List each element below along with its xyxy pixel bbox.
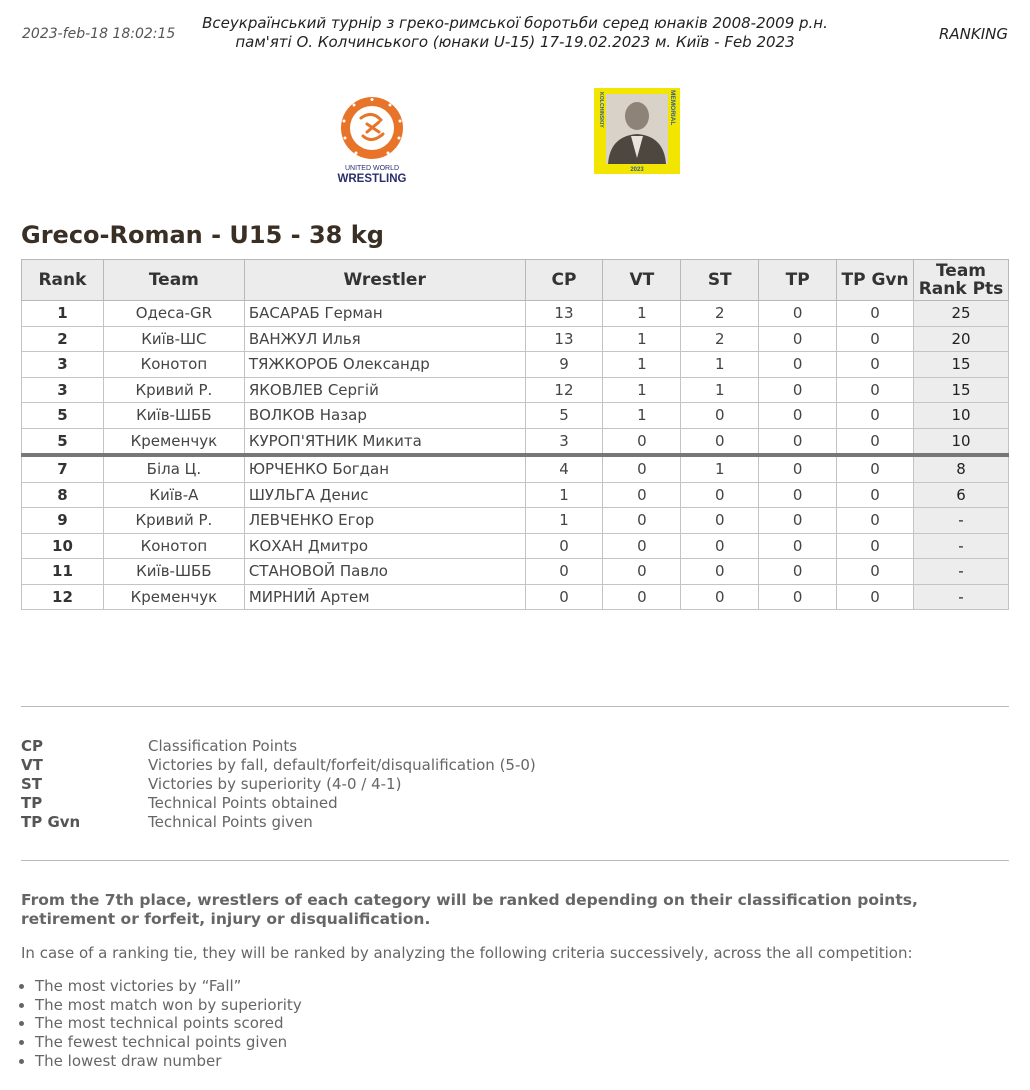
table-row: [22, 584, 1009, 610]
st-cell: 1: [681, 455, 759, 482]
tp-gvn-cell: 0: [837, 508, 914, 534]
tp-cell: 0: [759, 455, 837, 482]
team-cell: Біла Ц.: [103, 455, 244, 482]
legend-key: VT: [21, 756, 43, 774]
legend-desc: Victories by superiority (4-0 / 4-1): [148, 775, 402, 793]
list-item: • The most technical points scored: [35, 1014, 302, 1033]
cp-cell: 1: [525, 482, 603, 508]
st-cell: 2: [681, 326, 759, 352]
cp-cell: 5: [525, 403, 603, 429]
cp-cell: 0: [525, 559, 603, 585]
cp-cell: 13: [525, 301, 603, 327]
col-team: Team: [103, 260, 244, 301]
tp-gvn-cell: 0: [837, 533, 914, 559]
cp-cell: 13: [525, 326, 603, 352]
tp-cell: 0: [759, 482, 837, 508]
col-st: ST: [681, 260, 759, 301]
legend-item: [21, 756, 536, 775]
tp-gvn-cell: 0: [837, 559, 914, 585]
rank-cell: 9: [22, 508, 104, 534]
legend-desc: Classification Points: [148, 737, 298, 755]
svg-text:2023: 2023: [630, 167, 644, 173]
wrestler-cell: МИРНИЙ Артем: [244, 584, 525, 610]
table-row: [22, 508, 1009, 534]
united-world-wrestling-logo: [335, 96, 410, 188]
team-cell: Кривий Р.: [103, 377, 244, 403]
rank-cell: 3: [22, 352, 104, 378]
wrestler-cell: КУРОП'ЯТНИК Микита: [244, 428, 525, 455]
tp-cell: 0: [759, 301, 837, 327]
team-pts-cell: 15: [914, 377, 1009, 403]
st-cell: 0: [681, 428, 759, 455]
wrestler-cell: КОХАН Дмитро: [244, 533, 525, 559]
st-cell: 0: [681, 482, 759, 508]
table-row: [22, 533, 1009, 559]
col-vt: VT: [603, 260, 681, 301]
tp-gvn-cell: 0: [837, 377, 914, 403]
col-team-rank-pts-line1: Team: [935, 261, 987, 281]
st-cell: 1: [681, 352, 759, 378]
wrestler-cell: ВАНЖУЛ Илья: [244, 326, 525, 352]
team-pts-cell: 10: [914, 403, 1009, 429]
wrestler-cell: ЛЕВЧЕНКО Егор: [244, 508, 525, 534]
legend: [21, 737, 536, 832]
rank-cell: 5: [22, 428, 104, 455]
vt-cell: 1: [603, 326, 681, 352]
kolchinskiy-memorial-logo: [594, 88, 680, 174]
list-item: • The most victories by “Fall”: [35, 977, 302, 996]
cp-cell: 9: [525, 352, 603, 378]
legend-item: [21, 775, 536, 794]
rank-cell: 7: [22, 455, 104, 482]
team-pts-cell: 15: [914, 352, 1009, 378]
wrestler-cell: СТАНОВОЙ Павло: [244, 559, 525, 585]
table-row: [22, 482, 1009, 508]
team-cell: Одеса-GR: [103, 301, 244, 327]
tournament-title-line1: Всеукраїнський турнір з греко-римської боротьби серед юнаків 2008-2009 р.н.: [202, 14, 828, 32]
team-pts-cell: -: [914, 508, 1009, 534]
rank-cell: 2: [22, 326, 104, 352]
team-cell: Кривий Р.: [103, 508, 244, 534]
team-cell: Київ-ШС: [103, 326, 244, 352]
table-header-row: [22, 260, 1009, 301]
divider: [21, 860, 1009, 861]
report-date: 2023-feb-18 18:02:15: [22, 26, 176, 42]
vt-cell: 0: [603, 533, 681, 559]
cp-cell: 3: [525, 428, 603, 455]
tp-gvn-cell: 0: [837, 326, 914, 352]
table-row: [22, 352, 1009, 378]
tp-gvn-cell: 0: [837, 455, 914, 482]
tp-cell: 0: [759, 326, 837, 352]
tp-gvn-cell: 0: [837, 584, 914, 610]
ranking-rule-note: From the 7th place, wrestlers of each category will be ranked depending on their classification points, retirement or forfeit, injury or disqualification.: [21, 891, 918, 928]
team-pts-cell: 8: [914, 455, 1009, 482]
rank-cell: 5: [22, 403, 104, 429]
tp-cell: 0: [759, 403, 837, 429]
vt-cell: 1: [603, 403, 681, 429]
tie-criteria-list: [17, 977, 302, 1071]
table-row: [22, 326, 1009, 352]
legend-key: ST: [21, 775, 43, 793]
table-row: [22, 455, 1009, 482]
tp-cell: 0: [759, 584, 837, 610]
tp-gvn-cell: 0: [837, 403, 914, 429]
table-row: [22, 377, 1009, 403]
tp-gvn-cell: 0: [837, 301, 914, 327]
ranking-table: [21, 259, 1009, 610]
cp-cell: 0: [525, 533, 603, 559]
st-cell: 1: [681, 377, 759, 403]
team-pts-cell: 10: [914, 428, 1009, 455]
st-cell: 0: [681, 584, 759, 610]
divider: [21, 706, 1009, 707]
wrestler-cell: ЮРЧЕНКО Богдан: [244, 455, 525, 482]
rank-cell: 10: [22, 533, 104, 559]
rank-cell: 8: [22, 482, 104, 508]
col-team-rank-pts: [914, 260, 1009, 301]
tp-cell: 0: [759, 377, 837, 403]
cp-cell: 4: [525, 455, 603, 482]
table-row: [22, 559, 1009, 585]
st-cell: 0: [681, 559, 759, 585]
team-pts-cell: 25: [914, 301, 1009, 327]
legend-item: [21, 794, 536, 813]
svg-text:WRESTLING: WRESTLING: [337, 173, 407, 185]
team-cell: Конотоп: [103, 533, 244, 559]
legend-item: [21, 737, 536, 756]
team-pts-cell: 6: [914, 482, 1009, 508]
legend-desc: Victories by fall, default/forfeit/disqualification (5-0): [148, 756, 536, 774]
legend-desc: Technical Points obtained: [148, 794, 338, 812]
legend-key: TP: [21, 794, 43, 812]
team-pts-cell: -: [914, 559, 1009, 585]
tp-gvn-cell: 0: [837, 428, 914, 455]
team-cell: Київ-ШББ: [103, 403, 244, 429]
wrestler-cell: ШУЛЬГА Денис: [244, 482, 525, 508]
rank-cell: 3: [22, 377, 104, 403]
tp-cell: 0: [759, 533, 837, 559]
tp-cell: 0: [759, 352, 837, 378]
cp-cell: 12: [525, 377, 603, 403]
page-title: Greco-Roman - U15 - 38 kg: [21, 221, 384, 249]
table-row: [22, 428, 1009, 455]
tournament-title: [170, 14, 860, 52]
team-cell: Конотоп: [103, 352, 244, 378]
svg-text:MEMORIAL: MEMORIAL: [669, 90, 676, 126]
legend-key: TP Gvn: [21, 813, 81, 831]
wrestler-cell: ТЯЖКОРОБ Олександр: [244, 352, 525, 378]
tp-gvn-cell: 0: [837, 352, 914, 378]
vt-cell: 0: [603, 559, 681, 585]
col-tp: TP: [759, 260, 837, 301]
vt-cell: 1: [603, 377, 681, 403]
table-row: [22, 403, 1009, 429]
tp-cell: 0: [759, 559, 837, 585]
list-item: • The most match won by superiority: [35, 996, 302, 1015]
st-cell: 0: [681, 508, 759, 534]
team-cell: Київ-А: [103, 482, 244, 508]
legend-desc: Technical Points given: [148, 813, 313, 831]
vt-cell: 0: [603, 584, 681, 610]
list-item: • The lowest draw number: [35, 1052, 302, 1071]
vt-cell: 0: [603, 508, 681, 534]
st-cell: 0: [681, 403, 759, 429]
team-pts-cell: -: [914, 533, 1009, 559]
tie-rule-note: In case of a ranking tie, they will be ranked by analyzing the following criteria successively, across the all competition:: [21, 944, 913, 962]
col-wrestler: Wrestler: [244, 260, 525, 301]
table-row: [22, 301, 1009, 327]
vt-cell: 0: [603, 482, 681, 508]
col-rank: Rank: [22, 260, 104, 301]
tp-cell: 0: [759, 428, 837, 455]
tournament-title-line2: пам'яті О. Колчинського (юнаки U-15) 17-19.02.2023 м. Київ - Feb 2023: [235, 33, 795, 51]
tp-cell: 0: [759, 508, 837, 534]
legend-item: [21, 813, 536, 832]
cp-cell: 0: [525, 584, 603, 610]
rank-cell: 12: [22, 584, 104, 610]
st-cell: 0: [681, 533, 759, 559]
rank-cell: 11: [22, 559, 104, 585]
list-item: • The fewest technical points given: [35, 1033, 302, 1052]
wrestler-cell: ЯКОВЛЕВ Сергій: [244, 377, 525, 403]
team-pts-cell: -: [914, 584, 1009, 610]
col-team-rank-pts-line2: Rank Pts: [918, 279, 1004, 299]
svg-text:KOLCHINSKIY: KOLCHINSKIY: [598, 92, 604, 128]
team-cell: Кременчук: [103, 584, 244, 610]
svg-text:UNITED WORLD: UNITED WORLD: [344, 165, 400, 172]
legend-key: CP: [21, 737, 44, 755]
vt-cell: 1: [603, 301, 681, 327]
wrestler-cell: ВОЛКОВ Назар: [244, 403, 525, 429]
vt-cell: 0: [603, 455, 681, 482]
st-cell: 2: [681, 301, 759, 327]
rank-cell: 1: [22, 301, 104, 327]
col-tp-gvn: TP Gvn: [837, 260, 914, 301]
vt-cell: 1: [603, 352, 681, 378]
col-cp: CP: [525, 260, 603, 301]
wrestler-cell: БАСАРАБ Герман: [244, 301, 525, 327]
cp-cell: 1: [525, 508, 603, 534]
vt-cell: 0: [603, 428, 681, 455]
tp-gvn-cell: 0: [837, 482, 914, 508]
team-cell: Кременчук: [103, 428, 244, 455]
ranking-label: RANKING: [938, 25, 1008, 43]
team-pts-cell: 20: [914, 326, 1009, 352]
team-cell: Київ-ШББ: [103, 559, 244, 585]
